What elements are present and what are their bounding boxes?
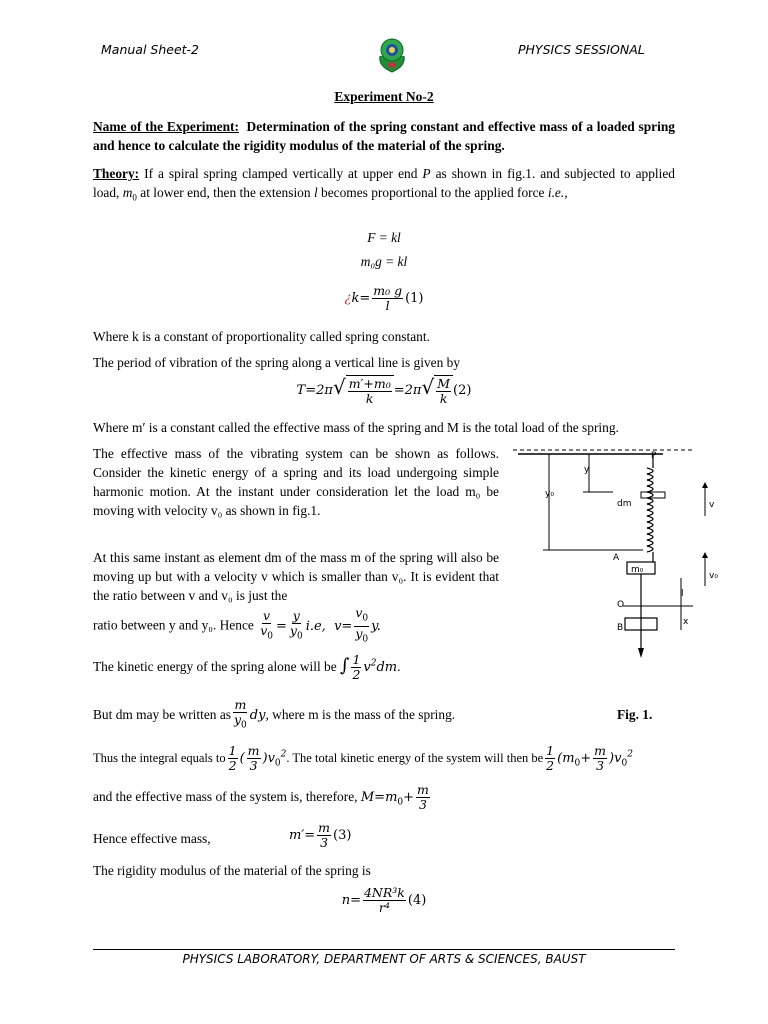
header-right: PHYSICS SESSIONAL	[518, 42, 645, 57]
label-y0: y₀	[545, 489, 554, 499]
period-text: The period of vibration of the spring along a vertical line is given by	[93, 355, 461, 370]
eff-text: and the effective mass of the system is, therefore,	[93, 789, 358, 804]
label-v0: v₀	[709, 571, 718, 581]
experiment-name	[93, 117, 675, 155]
ratio-line: ratio between y and y₀. Hence $\frac{v}{v_0}$ = $\frac{y}{y_0}$ i.e, v= $\frac{v_0}{y_0}$ y.	[93, 605, 381, 644]
theory-text-4: becomes proportional to the applied force	[317, 185, 548, 200]
theory-label: Theory:	[93, 166, 140, 181]
integral-line: Thus the integral equals to $\frac{1}{2}$ ( $\frac{m}{3}$ )$v_0^2$. The total kinetic energy of the system will then be $\frac{1}{2}$ ($m_0+$ $\frac{m}{3}$ )$v_0^2$	[93, 743, 633, 773]
integral-pre: Thus the integral equals to	[93, 751, 226, 765]
eq-tag-2: (2)	[453, 383, 472, 398]
label-v: v	[709, 500, 715, 510]
effective-mass-line: and the effective mass of the system is, therefore, $M=m_0+$ $\frac{m}{3}$	[93, 782, 429, 812]
eq-tag-3: (3)	[333, 828, 352, 843]
eq-period-num2: M	[437, 376, 451, 391]
label-B: B	[617, 623, 624, 633]
eq-period-num1: m′+m₀	[348, 376, 391, 391]
ratio-pre: ratio between y and y₀. Hence	[93, 617, 254, 633]
eq-period-den2: k	[439, 391, 448, 406]
label-O: O	[617, 600, 625, 610]
theory-text-3: at lower end, then the extension	[136, 185, 314, 200]
label-y: y	[584, 465, 590, 475]
ratio-ie: i.e,	[305, 618, 326, 634]
dm-post: , where m is the mass of the spring.	[265, 706, 456, 722]
eq-period-den1: k	[365, 391, 374, 406]
theory-p: P	[422, 166, 431, 181]
name-text: Determination of the spring constant and effective mass of a loaded spring and hence to calculate the rigidity modulus of the material of the spring.	[93, 119, 675, 153]
eq-period-lhs: T	[296, 383, 306, 398]
equation-force: F = kl	[367, 230, 401, 245]
experiment-title: Experiment No-2	[334, 89, 434, 104]
theory-text-1: If a spiral spring clamped vertically at upper end	[139, 166, 423, 181]
velocity-paragraph: At this same instant as element dm of the mass m of the spring will also be moving up but with a velocity v which is smaller than v₀. It is evident that the ratio between v and v₀ is just the	[93, 550, 499, 603]
dm-pre: But dm may be written as	[93, 706, 231, 722]
eq-period-2pi-2: 2π	[404, 383, 422, 398]
equation-weight: m₀g = kl	[360, 254, 408, 269]
header-left: Manual Sheet-2	[101, 42, 199, 57]
eq-k-lhs: k	[351, 291, 360, 306]
equation-k: ¿k= $\frac{\text{m₀ g}}{l}$ (1)	[344, 283, 424, 313]
theory-l: l	[313, 185, 318, 200]
hence-text: Hence effective mass,	[93, 831, 211, 846]
footer-rule	[93, 949, 675, 950]
label-m0: m₀	[631, 565, 644, 575]
figure-label: Fig. 1.	[617, 707, 653, 722]
eq-k-num: m₀ g	[373, 283, 403, 298]
kinetic-energy-line: The kinetic energy of the spring alone will be ∫ $\frac{1}{2}$ $v^2dm$.	[93, 652, 401, 682]
label-l: l	[681, 589, 684, 599]
spring-figure	[513, 444, 718, 664]
where-m-text: Where m′ is a constant called the effective mass of the spring and M is the total load of the spring.	[93, 420, 619, 435]
where-k-text: Where k is a constant of proportionality called spring constant.	[93, 329, 430, 344]
theory-ie: i.e.,	[547, 185, 568, 200]
eq-period-2pi-1: 2π	[316, 383, 333, 398]
university-crest-icon	[372, 34, 412, 74]
label-A: A	[613, 553, 620, 563]
theory-m0: m	[122, 185, 133, 200]
rigidity-text: The rigidity modulus of the material of the spring is	[93, 863, 371, 878]
label-x: x	[683, 617, 689, 627]
theory-paragraph: Theory: If a spiral spring clamped vertically at upper end P as shown in fig.1. and subjected to applied load, $m_0$ at lower end, then the extension l becomes proportional to the applied force i.e.,	[93, 166, 675, 203]
eq-n-num: 4NR³k	[363, 885, 405, 900]
integral-mid: . The total kinetic energy of the system will then be	[286, 751, 544, 765]
eq-k-den: l	[385, 298, 390, 313]
eq-tag-1: (1)	[405, 291, 424, 306]
effective-mass-paragraph: The effective mass of the vibrating system can be shown as follows. Consider the kinetic energy of a spring and its load undergoing simple harmonic motion. At the instant under consideration let the load m₀ be moving with velocity v₀ as shown in fig.1.	[93, 446, 499, 518]
eq-n-den: r⁴	[378, 900, 390, 915]
equation-rigidity: n= $\frac{\text{4NR³k}}{\text{r⁴}}$ (4)	[341, 885, 427, 915]
equation-period: T=2π√ $\frac{\text{m′+m₀}}{k}$ =2π√ $\frac{M}{k}$ (2)	[296, 375, 472, 406]
eq-n-lhs: n	[341, 893, 351, 908]
ke-text: The kinetic energy of the spring alone will be	[93, 659, 337, 674]
name-label: Name of the Experiment:	[93, 119, 239, 134]
ratio-tail: y.	[371, 618, 381, 634]
eq-prefix: ¿	[344, 291, 352, 306]
theory-text-2: as shown in fig.1. and subjected to applied load,	[93, 166, 675, 200]
dm-line: But dm may be written as $\frac{m}{y_0}$ dy, where m is the mass of the spring.	[93, 697, 456, 731]
eq-tag-4: (4)	[407, 893, 427, 908]
footer-text: PHYSICS LABORATORY, DEPARTMENT OF ARTS & SCIENCES, BAUST	[182, 952, 586, 966]
label-P: P	[651, 451, 657, 461]
label-dm: dm	[617, 499, 632, 509]
equation-effective-mass: m′= $\frac{m}{3}$ (3)	[289, 820, 352, 850]
